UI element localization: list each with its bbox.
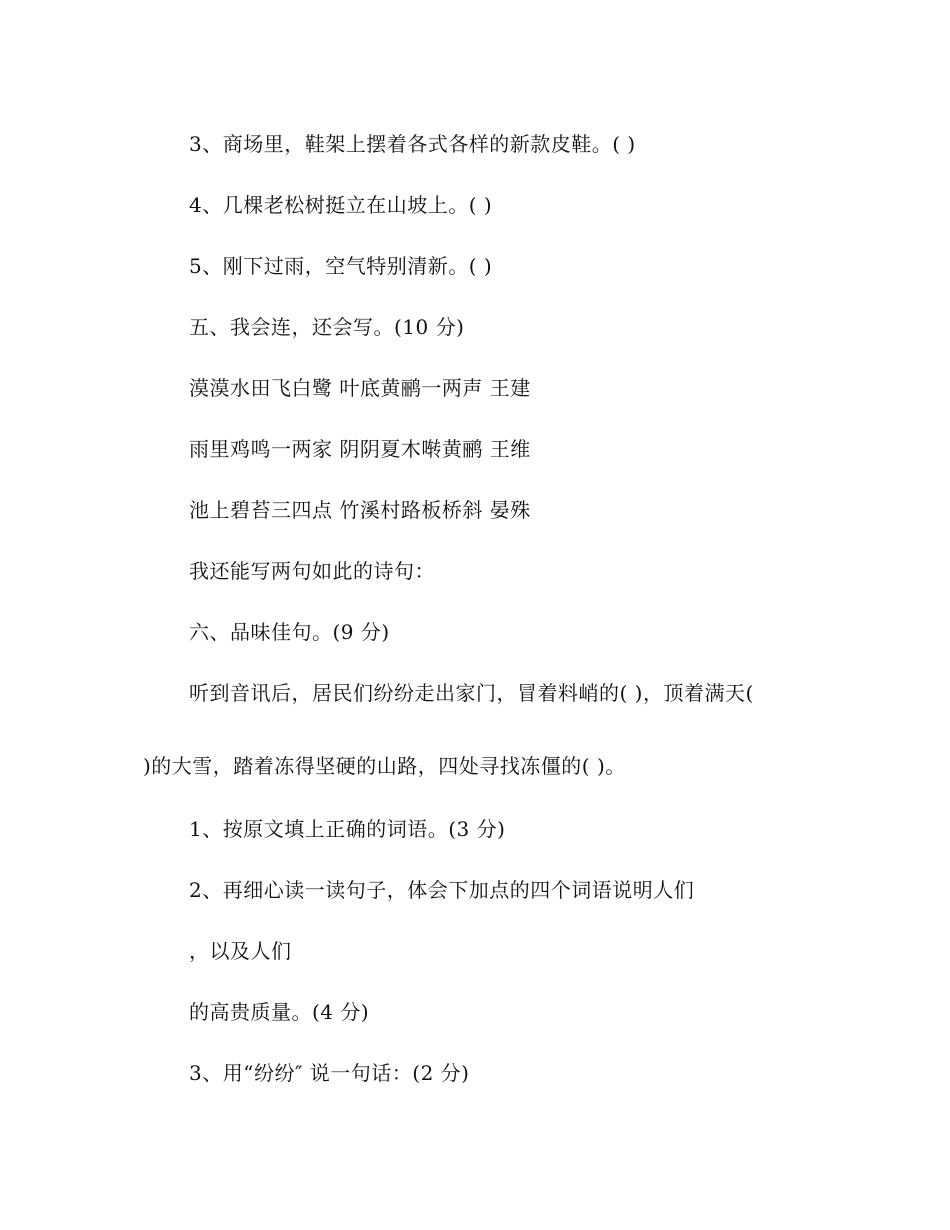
- question-line: 1、按原文填上正确的词语。(3 分): [189, 817, 506, 841]
- poem-line: 漠漠水田飞白鹭 叶底黄鹂一两声 王建: [189, 376, 531, 400]
- question-line: ，以及人们: [189, 939, 292, 963]
- prompt-line: 我还能写两句如此的诗句：: [189, 559, 435, 583]
- poem-line: 雨里鸡鸣一两家 阴阴夏木啭黄鹂 王维: [189, 437, 531, 461]
- question-line: 3、用“纷纷″ 说一句话：(2 分): [189, 1061, 470, 1085]
- question-line: 的高贵质量。(4 分): [189, 1000, 370, 1024]
- question-line: 4、几棵老松树挺立在山坡上。( ): [189, 193, 493, 217]
- question-line: 5、刚下过雨，空气特别清新。( ): [189, 254, 493, 278]
- passage-line: 听到音讯后，居民们纷纷走出家门，冒着料峭的( )，顶着满天(: [189, 681, 754, 705]
- question-line: 3、商场里，鞋架上摆着各式各样的新款皮鞋。( ): [189, 132, 636, 156]
- passage-line: )的大雪，踏着冻得坚硬的山路，四处寻找冻僵的( )。: [143, 754, 626, 778]
- question-line: 2、再细心读一读句子，体会下加点的四个词语说明人们: [189, 878, 695, 902]
- poem-line: 池上碧苔三四点 竹溪村路板桥斜 晏殊: [189, 498, 531, 522]
- section-heading: 六、品味佳句。(9 分): [189, 620, 390, 644]
- section-heading: 五、我会连，还会写。(10 分): [189, 315, 465, 339]
